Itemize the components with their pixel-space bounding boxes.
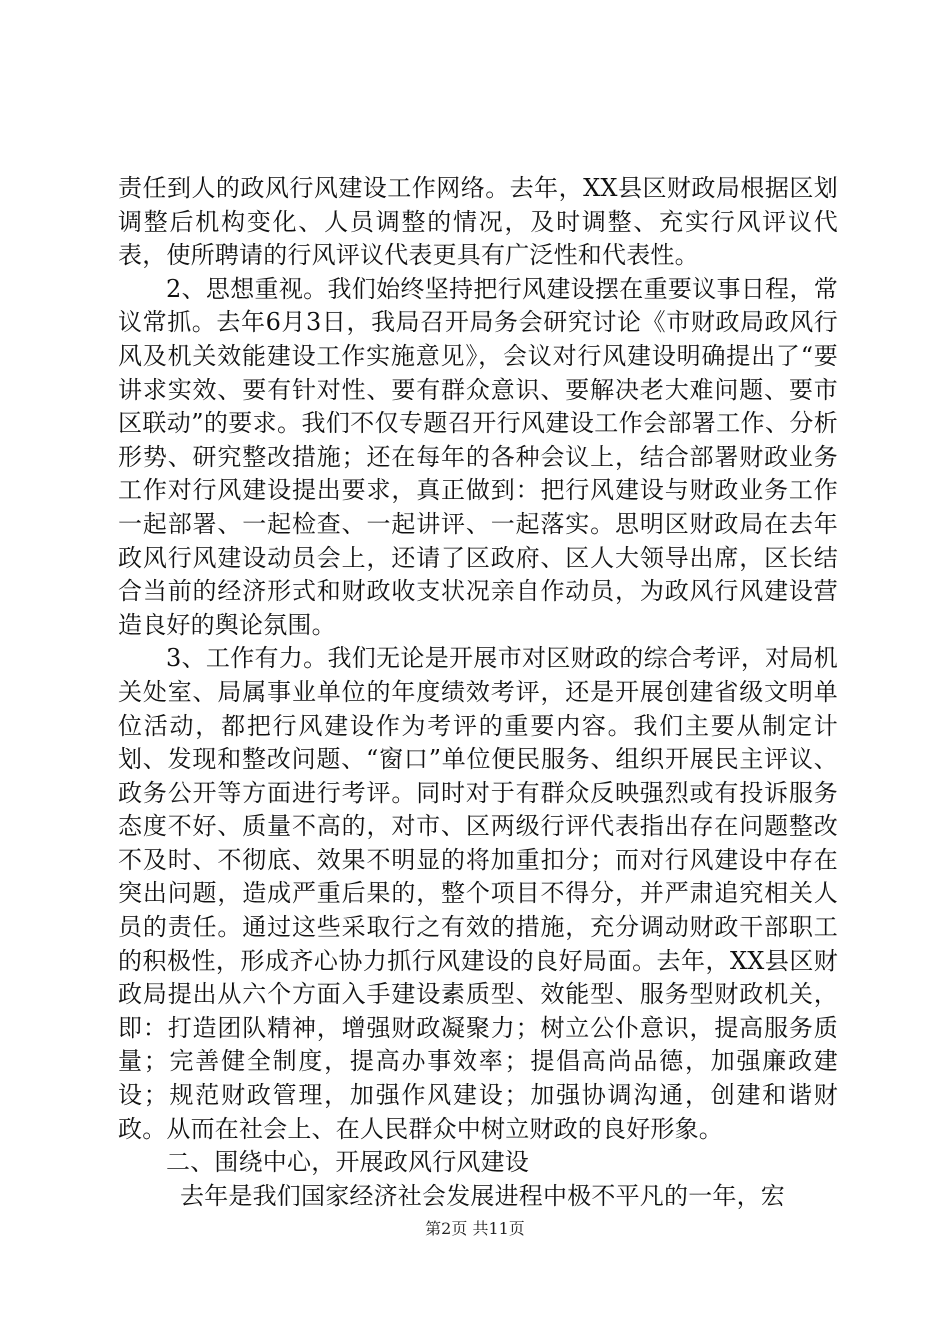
- page-footer: [0, 1216, 950, 1239]
- paragraph-item-2: 2、思想重视。我们始终坚持把行风建设摆在重要议事日程，常议常抓。去年6月3日，我局召开局务会研究讨论《市财政局政风行风及机关效能建设工作实施意见》，会议对行风建设明确提出了“要讲求实效、要有针对性、要有群众意识、要解决老大难问题、要市区联动”的要求。我们不仅专题召开行风建设工作会部署工作、分析形势、研究整改措施；还在每年的各种会议上，结合部署财政业务工作对行风建设提出要求，真正做到：把行风建设与财政业务工作一起部署、一起检查、一起讲评、一起落实。思明区财政局在去年政风行风建设动员会上，还请了区政府、区人大领导出席，区长结合当前的经济形式和财政收支状况亲自作动员，为政风行风建设营造良好的舆论氛围。: [118, 274, 838, 639]
- paragraph-item-3: 3、工作有力。我们无论是开展市对区财政的综合考评，对局机关处室、局属事业单位的年度绩效考评，还是开展创建省级文明单位活动，都把行风建设作为考评的重要内容。我们主要从制定计划、发现和整改问题、“窗口”单位便民服务、组织开展民主评议、政务公开等方面进行考评。同时对于有群众反映强烈或有投诉服务态度不好、质量不高的，对市、区两级行评代表指出存在问题整改不及时、不彻底、效果不明显的将加重扣分；而对行风建设中存在突出问题，造成严重后果的，整个项目不得分，并严肃追究相关人员的责任。通过这些采取行之有效的措施，充分调动财政干部职工的积极性，形成齐心协力抓行风建设的良好局面。去年，XX县区财政局提出从六个方面入手建设素质型、效能型、服务型财政机关，即：打造团队精神，增强财政凝聚力；树立公仆意识，提高服务质量；完善健全制度，提高办事效率；提倡高尚品德，加强廉政建设；规范财政管理，加强作风建设；加强协调沟通，创建和谐财政。从而在社会上、在人民群众中树立财政的良好形象。: [118, 644, 838, 1143]
- document-body: [118, 172, 838, 1213]
- page-number: 第2页 共11页: [425, 1219, 525, 1238]
- paragraph-section-intro: 去年是我们国家经济社会发展进程中极不平凡的一年，宏: [180, 1181, 785, 1210]
- section-heading: 二、围绕中心，开展政风行风建设: [166, 1148, 529, 1177]
- paragraph-continuation: 责任到人的政风行风建设工作网络。去年，XX县区财政局根据区划调整后机构变化、人员调整的情况，及时调整、充实行风评议代表，使所聘请的行风评议代表更具有广泛性和代表性。: [118, 174, 838, 270]
